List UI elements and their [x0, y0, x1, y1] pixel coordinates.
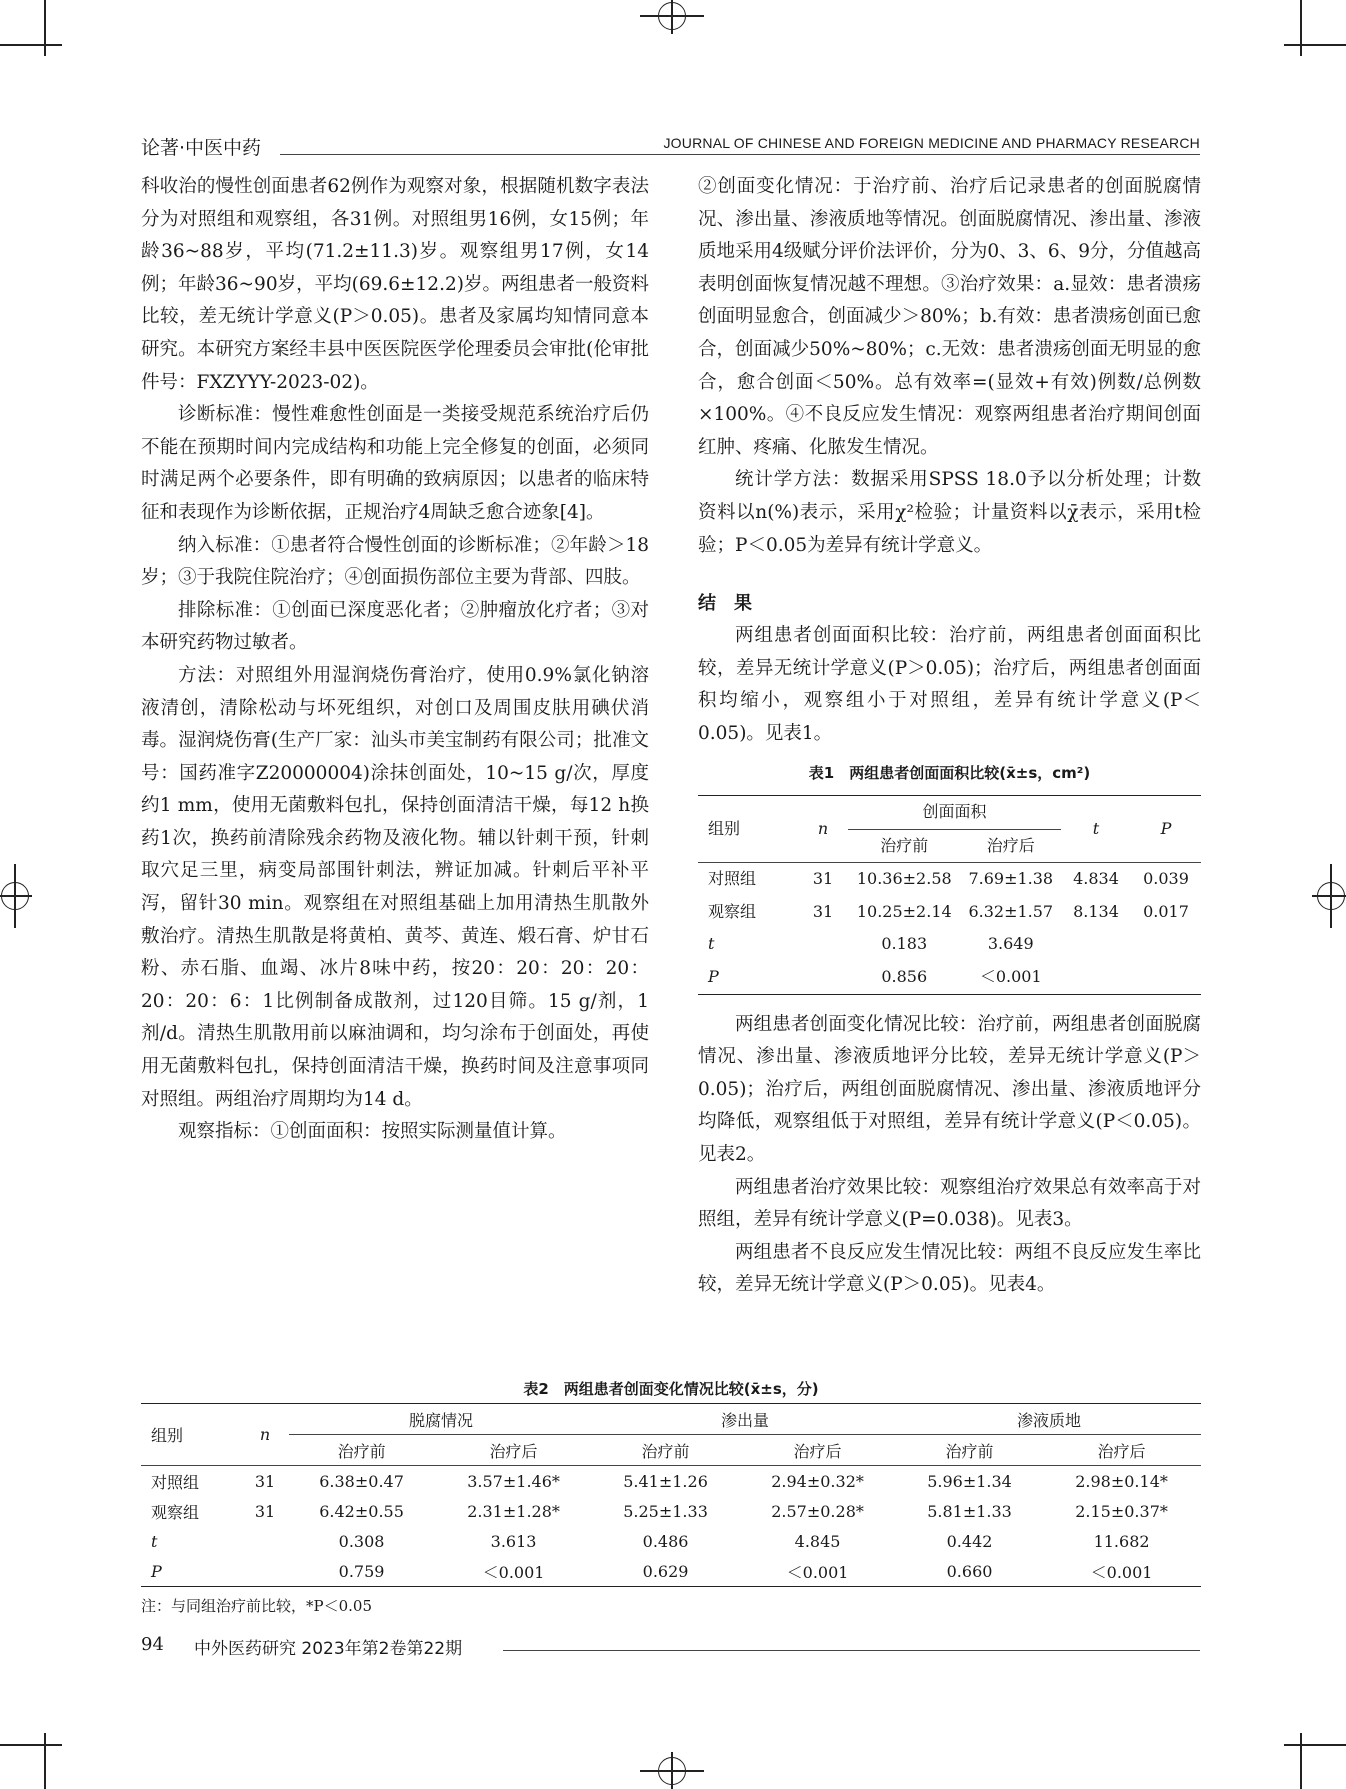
cell: 3.57±1.46* [467, 1471, 560, 1491]
cell: 10.25±2.14 [856, 901, 952, 921]
col-header-after: 治疗后 [1042, 1435, 1201, 1466]
table-row [698, 928, 1201, 961]
cell: 31 [254, 1471, 276, 1491]
footer-rule [503, 1650, 1200, 1651]
journal-running-title: JOURNAL OF CHINESE AND FOREIGN MEDICINE AND PHARMACY RESEARCH [663, 135, 1200, 151]
cell: 6.42±0.55 [319, 1501, 404, 1521]
table-2-caption: 表2 两组患者创面变化情况比较(x̄±s，分) [523, 1380, 819, 1398]
cell: 对照组 [151, 1472, 200, 1492]
cell: 31 [812, 901, 834, 921]
cell: t [151, 1531, 158, 1551]
cell: 0.486 [642, 1531, 689, 1551]
cell [1131, 961, 1201, 994]
paragraph: 排除标准：①创面已深度恶化者；②肿瘤放化疗者；③对本研究药物过敏者。 [141, 599, 649, 654]
col-header-after: 治疗后 [434, 1435, 593, 1466]
cell: ＜0.001 [1090, 1562, 1153, 1582]
cell: 6.38±0.47 [319, 1471, 404, 1491]
col-header-p: P [1131, 796, 1201, 863]
header-rule [280, 154, 1200, 155]
paragraph: 纳入标准：①患者符合慢性创面的诊断标准；②年龄＞18岁；③于我院住院治疗；④创面损伤部位主要为背部、四肢。 [141, 534, 649, 589]
col-header-before: 治疗前 [897, 1435, 1042, 1466]
cell: 4.834 [1073, 869, 1119, 889]
cell [798, 928, 848, 961]
table-row [141, 1496, 1201, 1526]
cell: 10.36±2.58 [856, 869, 952, 889]
cell [241, 1526, 289, 1556]
table-1 [698, 757, 1201, 995]
cell: 31 [254, 1501, 276, 1521]
col-header-exudate: 渗出量 [593, 1404, 897, 1435]
col-header-before: 治疗前 [289, 1435, 434, 1466]
cell: 11.682 [1093, 1531, 1150, 1551]
cell: 2.31±1.28* [467, 1501, 560, 1521]
cell: 对照组 [708, 869, 757, 889]
cell: 0.442 [946, 1531, 993, 1551]
right-column [698, 171, 1201, 1302]
cell: 5.25±1.33 [623, 1501, 708, 1521]
cell: 31 [812, 869, 834, 889]
table-row [141, 1556, 1201, 1587]
page-number: 94 [141, 1634, 164, 1655]
col-header-n: n [798, 796, 848, 863]
col-header-t: t [1061, 796, 1131, 863]
col-header-after: 治疗后 [961, 829, 1061, 863]
cell: P [708, 967, 719, 987]
cell: 5.96±1.34 [927, 1471, 1012, 1491]
col-header-after: 治疗后 [738, 1435, 897, 1466]
cell [241, 1556, 289, 1587]
cell: 观察组 [708, 901, 757, 921]
col-header-group: 组别 [141, 1404, 241, 1466]
cell: 0.660 [946, 1561, 993, 1581]
paragraph: 两组患者不良反应发生情况比较：两组不良反应发生率比较，差异无统计学意义(P＞0.05)。见表4。 [698, 1241, 1201, 1296]
cell: t [708, 934, 715, 954]
journal-issue: 中外医药研究 2023年第2卷第22期 [194, 1639, 463, 1659]
cell: 5.41±1.26 [623, 1471, 708, 1491]
left-column [141, 171, 649, 1149]
cell: 0.183 [881, 934, 928, 954]
table-row [698, 896, 1201, 929]
paragraph: 方法：对照组外用湿润烧伤膏治疗，使用0.9%氯化钠溶液清创，清除松动与坏死组织，对创口及周围皮肤用碘伏消毒。湿润烧伤膏(生产厂家：汕头市美宝制药有限公司；批准文号：国药准字Z20000004)涂抹创面处，10~15 g/次，厚度约1 mm，使用无菌敷料包扎，保持创面清洁干燥，每12 h换药1次，换药前清除残余药物及液化物。辅以针刺干预，针刺取穴足三里，病变局部围针刺法，辨证加减。针刺后平补平泻，留针30 min。观察组在对照组基础上加用清热生肌散外敷治疗。清热生肌散是将黄柏、黄芩、黄连、煅石膏、炉甘石粉、赤石脂、血竭、冰片8味中药，按20：20：20：20：20：20：6：1比例制备成散剂，过120目筛。15 g/剂，1剂/d。清热生肌散用前以麻油调和，均匀涂布于创面处，再使用无菌敷料包扎，保持创面清洁干燥，换药时间及注意事项同对照组。两组治疗周期均为14 d。 [141, 664, 649, 1110]
paragraph: 两组患者创面变化情况比较：治疗前，两组患者创面脱腐情况、渗出量、渗液质地评分比较，差异无统计学意义(P＞0.05)；治疗后，两组创面脱腐情况、渗出量、渗液质地评分均降低，观察组低于对照组，差异有统计学意义(P＜0.05)。见表2。 [698, 1013, 1201, 1166]
cell: ＜0.001 [786, 1562, 849, 1582]
cell: 0.308 [338, 1531, 385, 1551]
cell: 8.134 [1073, 901, 1119, 921]
table-2-note: 注：与同组治疗前比较，*P＜0.05 [141, 1597, 372, 1615]
cell [1061, 928, 1131, 961]
table-2 [141, 1378, 1201, 1616]
section-label: 论著·中医中药 [141, 137, 262, 159]
cell: 0.629 [642, 1561, 689, 1581]
cell [1131, 928, 1201, 961]
cell: ＜0.001 [979, 967, 1042, 987]
cell: 2.94±0.32* [771, 1471, 864, 1491]
col-header-texture: 渗液质地 [897, 1404, 1201, 1435]
col-header-area: 创面面积 [848, 796, 1061, 830]
cell: ＜0.001 [482, 1562, 545, 1582]
col-header-group: 组别 [698, 796, 798, 863]
paragraph: 两组患者创面面积比较：治疗前，两组患者创面面积比较，差异无统计学意义(P＞0.05)；治疗后，两组患者创面面积均缩小，观察组小于对照组，差异有统计学意义(P＜0.05)。见表1。 [698, 625, 1201, 744]
paragraph: 科收治的慢性创面患者62例作为观察对象，根据随机数字表法分为对照组和观察组，各31例。对照组男16例，女15例；年龄36~88岁，平均(71.2±11.3)岁。观察组男17例，女14例；年龄36~90岁，平均(69.6±12.2)岁。两组患者一般资料比较，差无统计学意义(P＞0.05)。患者及家属均知情同意本研究。本研究方案经丰县中医医院医学伦理委员会审批(伦审批件号：FXZYYY-2023-02)。 [141, 176, 649, 393]
cell [798, 961, 848, 994]
cell: 2.15±0.37* [1075, 1501, 1168, 1521]
cell: 观察组 [151, 1502, 200, 1522]
paragraph: 诊断标准：慢性难愈性创面是一类接受规范系统治疗后仍不能在预期时间内完成结构和功能上完全修复的创面，必须同时满足两个必要条件，即有明确的致病原因；以患者的临床特征和表现作为诊断依据，正规治疗4周缺乏愈合迹象[4]。 [141, 404, 649, 523]
col-header-before: 治疗前 [593, 1435, 738, 1466]
cell: 0.017 [1143, 901, 1189, 921]
cell: 3.649 [987, 934, 1034, 954]
paragraph: ②创面变化情况：于治疗前、治疗后记录患者的创面脱腐情况、渗出量、渗液质地等情况。创面脱腐情况、渗出量、渗液质地采用4级赋分评价法评价，分为0、3、6、9分，分值越高表明创面恢复情况越不理想。③治疗效果：a.显效：患者溃疡创面明显愈合，创面减少＞80%；b.有效：患者溃疡创面已愈合，创面减少50%~80%；c.无效：患者溃疡创面无明显的愈合，愈合创面＜50%。总有效率=(显效+有效)例数/总例数×100%。④不良反应发生情况：观察两组患者治疗期间创面红肿、疼痛、化脓发生情况。 [698, 176, 1201, 458]
cell: 3.613 [490, 1531, 537, 1551]
cell: 7.69±1.38 [968, 869, 1054, 889]
cell: 2.98±0.14* [1075, 1471, 1168, 1491]
table-row [141, 1466, 1201, 1497]
cell [1061, 961, 1131, 994]
paragraph: 统计学方法：数据采用SPSS 18.0予以分析处理；计数资料以n(%)表示，采用χ²检验；计量资料以χ̄表示，采用t检验；P＜0.05为差异有统计学意义。 [698, 469, 1201, 556]
cell: P [151, 1561, 162, 1581]
table-row [141, 1526, 1201, 1556]
table-1-caption: 表1 两组患者创面面积比较(x̄±s，cm²) [808, 763, 1091, 782]
col-header-before: 治疗前 [848, 829, 961, 863]
cell: 4.845 [794, 1531, 841, 1551]
cell: 6.32±1.57 [968, 901, 1054, 921]
cell: 0.856 [881, 967, 928, 987]
cell: 5.81±1.33 [927, 1501, 1012, 1521]
section-heading-results: 结 果 [698, 593, 752, 615]
cell: 0.759 [338, 1561, 385, 1581]
col-header-n: n [241, 1404, 289, 1466]
paragraph: 观察指标：①创面面积：按照实际测量值计算。 [178, 1121, 567, 1143]
cell: 2.57±0.28* [771, 1501, 864, 1521]
table-row [698, 961, 1201, 994]
table-row [698, 863, 1201, 896]
cell: 0.039 [1143, 869, 1189, 889]
paragraph: 两组患者治疗效果比较：观察组治疗效果总有效率高于对照组，差异有统计学意义(P=0.038)。见表3。 [698, 1176, 1201, 1231]
col-header-sloughing: 脱腐情况 [289, 1404, 593, 1435]
